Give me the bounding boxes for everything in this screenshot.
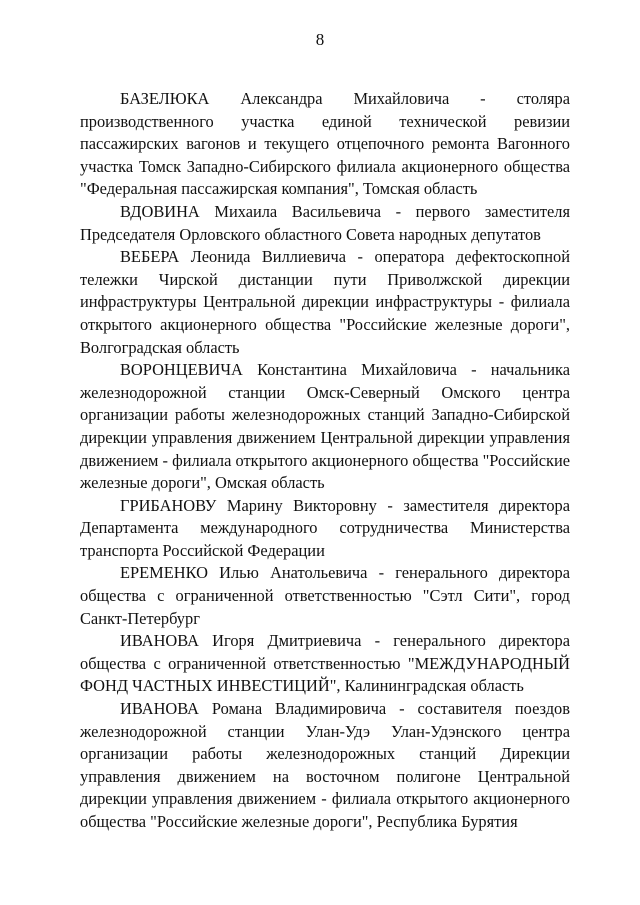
award-entry: ВДОВИНА Михаила Васильевича - первого заместителя Председателя Орловского областного Совета народных депутатов	[80, 201, 570, 244]
award-entry: ИВАНОВА Романа Владимировича - составителя поездов железнодорожной станции Улан-Удэ Улан-Удэнского центра организации работы железнодорожных станций Дирекции управления движением на восточном полигоне Центральной дирекции управления движением - филиала открытого акционерного общества "Российские железные дороги", Республика Бурятия	[80, 699, 570, 831]
page-number: 8	[315, 30, 325, 49]
award-entry: ВОРОНЦЕВИЧА Константина Михайловича - начальника железнодорожной станции Омск-Северный Омского центра организации работы железнодорожных станций Западно-Сибирской дирекции управления движением Центральной дирекции управления движением - филиала открытого акционерного общества "Российские железные дороги", Омская область	[80, 360, 570, 493]
award-entry: ГРИБАНОВУ Марину Викторовну - заместителя директора Департамента международного сотрудничества Министерства транспорта Российской Федерации	[80, 495, 570, 560]
award-entry: ЕРЕМЕНКО Илью Анатольевича - генерального директора общества с ограниченной ответственностью "Сэтл Сити", город Санкт-Петербург	[80, 563, 570, 628]
award-entry: ВЕБЕРА Леонида Виллиевича - оператора дефектоскопной тележки Чирской дистанции пути Приволжской дирекции инфраструктуры Центральной дирекции инфраструктуры - филиала открытого акционерного общества "Российские железные дороги", Волгоградская область	[80, 247, 570, 357]
document-body	[80, 88, 570, 834]
award-entry: ИВАНОВА Игоря Дмитриевича - генерального директора общества с ограниченной ответственностью "МЕЖДУНАРОДНЫЙ ФОНД ЧАСТНЫХ ИНВЕСТИЦИЙ", Калининградская область	[80, 631, 570, 696]
award-entry: БАЗЕЛЮКА Александра Михайловича - столяра производственного участка единой технической ревизии пассажирских вагонов и текущего отцепочного ремонта Вагонного участка Томск Западно-Сибирского филиала акционерного общества "Федеральная пассажирская компания", Томская область	[80, 89, 570, 199]
